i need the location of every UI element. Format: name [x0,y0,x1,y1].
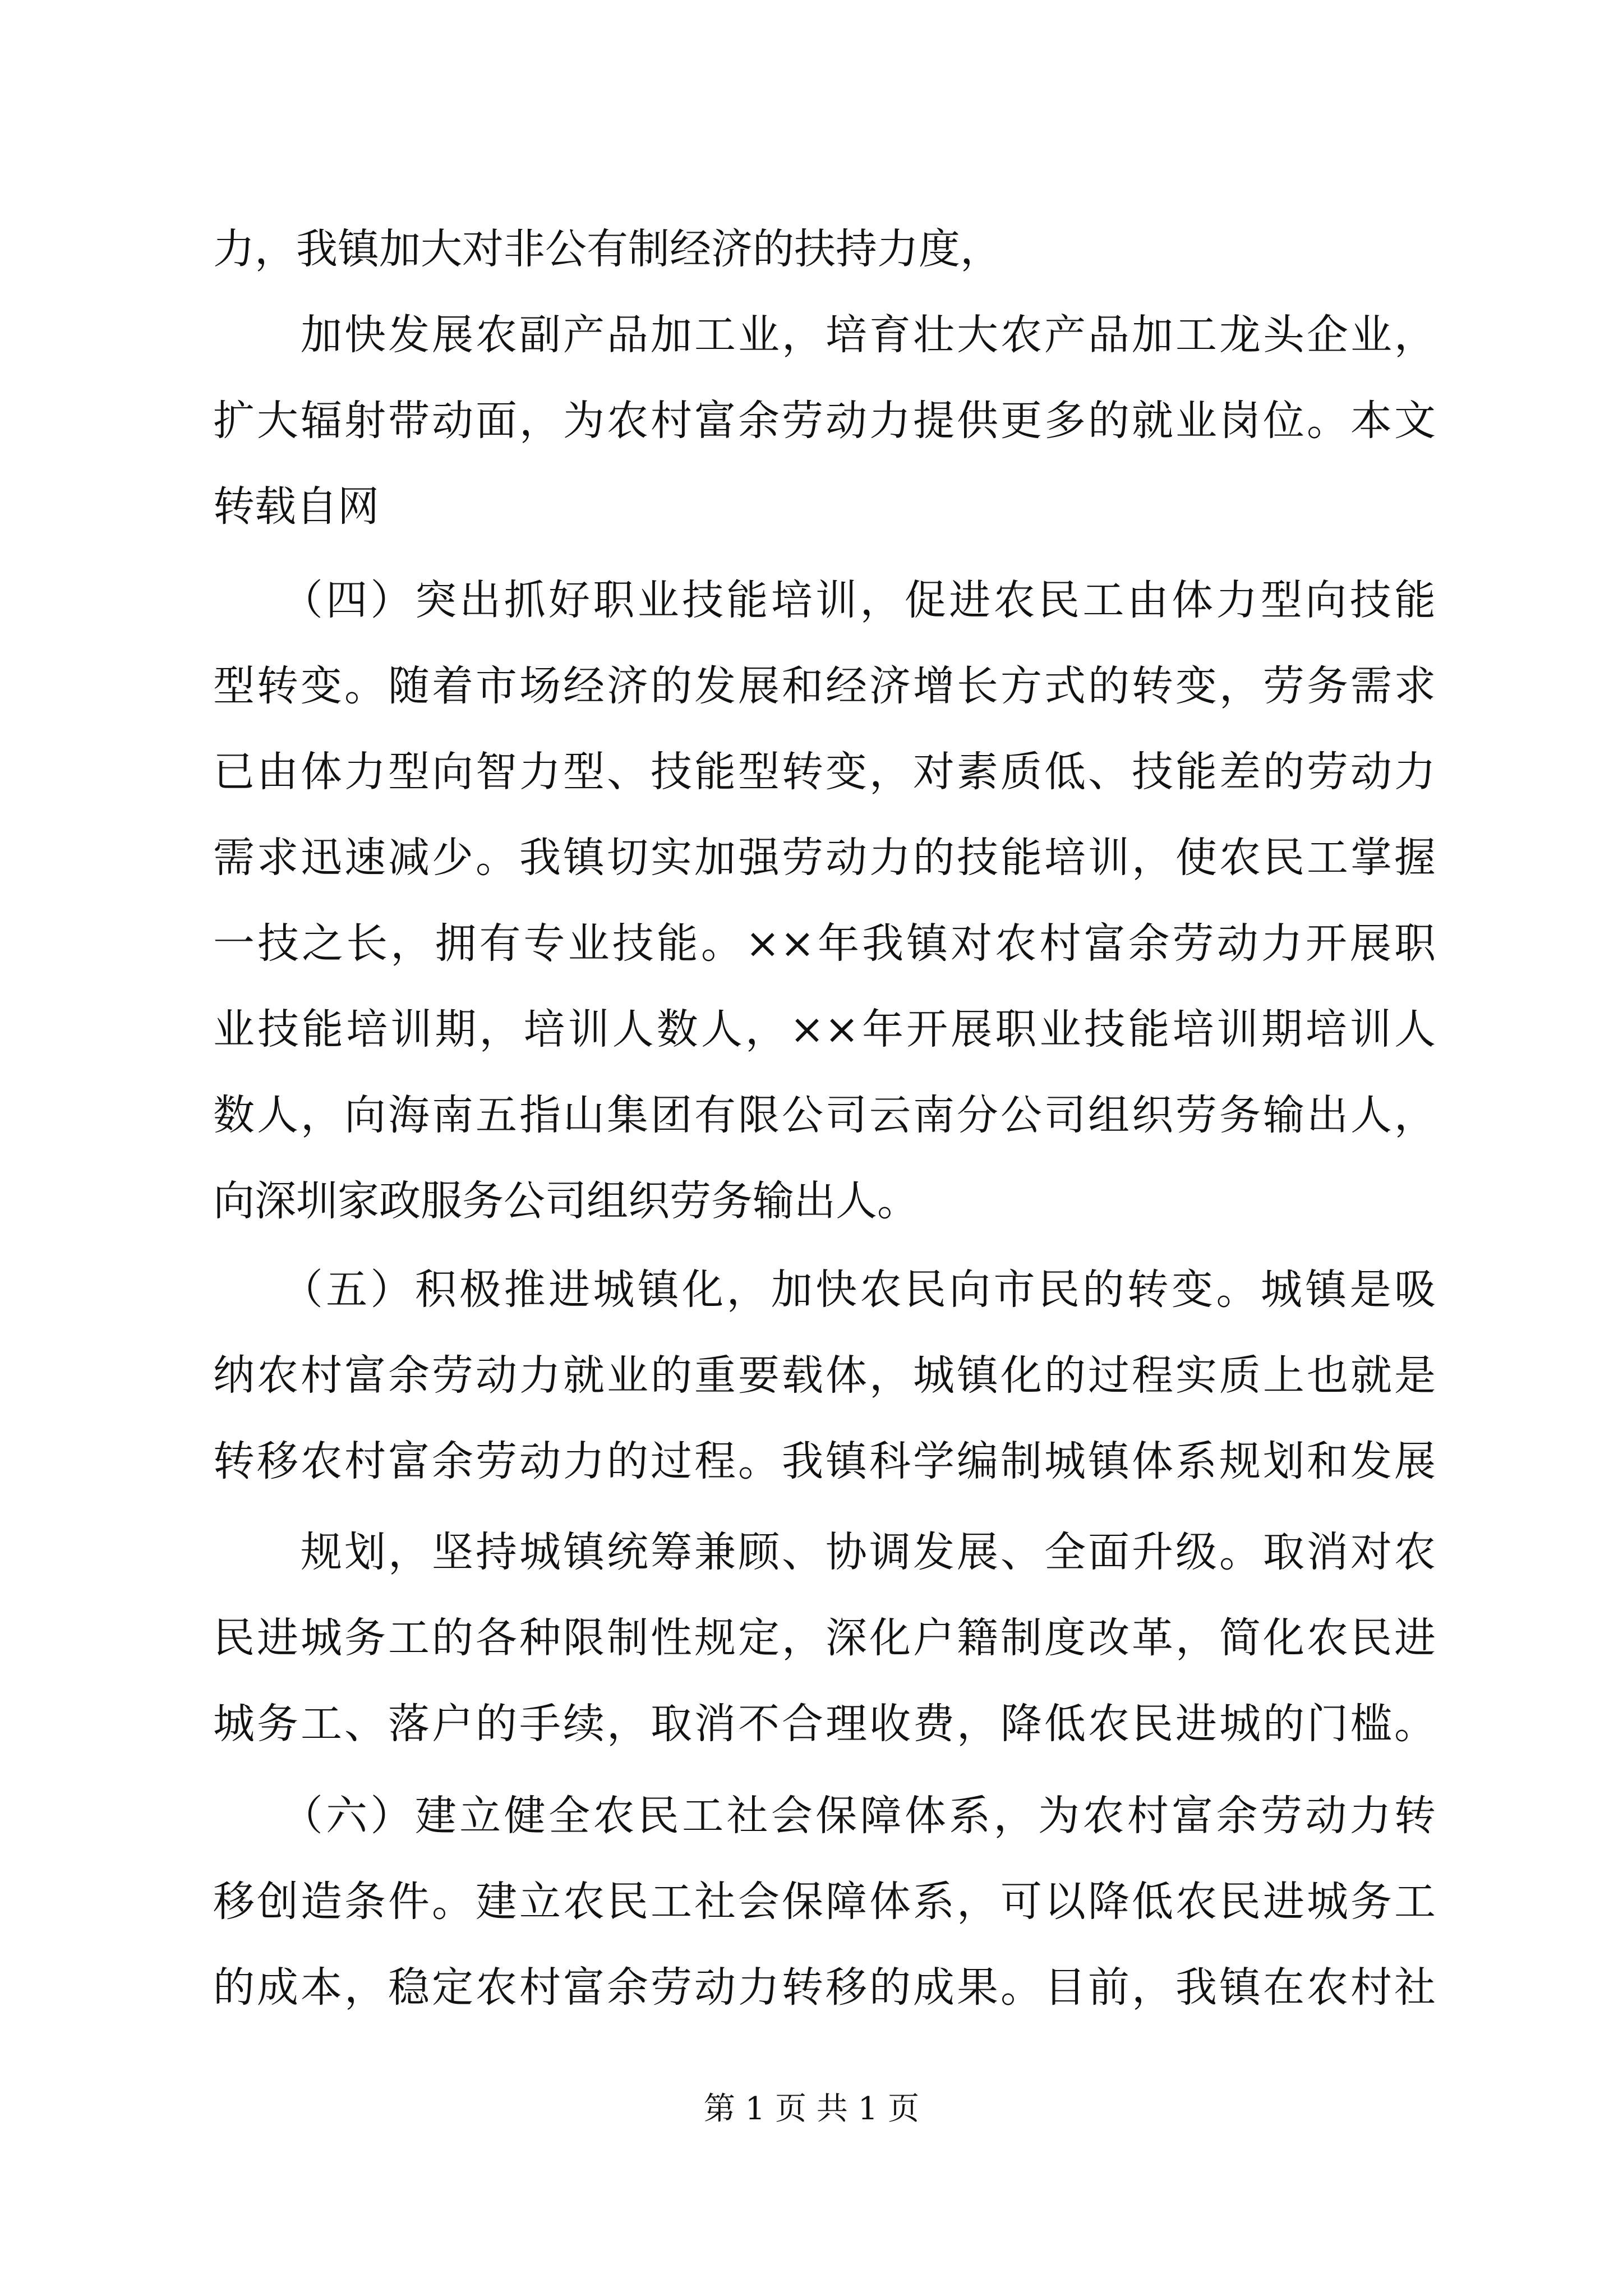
text-line: （六）建立健全农民工社会保障体系，为农村富余劳动力转 [213,1792,1436,1840]
text-line: 一技之长，拥有专业技能。××年我镇对农村富余劳动力开展职 [213,919,1436,968]
text-line: 数人，向海南五指山集团有限公司云南分公司组织劳务输出人， [213,1091,1436,1139]
text-line: 已由体力型向智力型、技能型转变，对素质低、技能差的劳动力 [213,748,1436,796]
text-line: 力，我镇加大对非公有制经济的扶持力度， [213,225,1002,273]
text-line: 扩大辐射带动面，为农村富余劳动力提供更多的就业岗位。本文 [213,397,1436,445]
text-line: （五）积极推进城镇化，加快农民向市民的转变。城镇是吸 [213,1266,1436,1314]
text-line: 业技能培训期，培训人数人，××年开展职业技能培训期培训人 [213,1005,1436,1053]
text-line: 移创造条件。建立农民工社会保障体系，可以降低农民进城务工 [213,1878,1436,1926]
text-line: （四）突出抓好职业技能培训，促进农民工由体力型向技能 [213,576,1436,624]
text-line: 纳农村富余劳动力就业的重要载体，城镇化的过程实质上也就是 [213,1351,1436,1400]
text-line: 规划，坚持城镇统筹兼顾、协调发展、全面升级。取消对农 [213,1528,1436,1576]
text-line: 城务工、落户的手续，取消不合理收费，降低农民进城的门槛。 [213,1700,1436,1748]
text-line: 的成本，稳定农村富余劳动力转移的成果。目前，我镇在农村社 [213,1963,1436,2012]
text-line: 需求迅速减少。我镇切实加强劳动力的技能培训，使农民工掌握 [213,834,1436,882]
text-line: 加快发展农副产品加工业，培育壮大农产品加工龙头企业， [213,311,1436,359]
text-line: 转载自网 [213,482,379,531]
text-line: 向深圳家政服务公司组织劳务输出人。 [213,1177,919,1225]
text-line: 转移农村富余劳动力的过程。我镇科学编制城镇体系规划和发展 [213,1437,1436,1485]
text-line: 民进城务工的各种限制性规定，深化户籍制度改革，简化农民进 [213,1614,1436,1662]
page-number-footer: 第 1 页 共 1 页 [703,2091,920,2127]
text-line: 型转变。随着市场经济的发展和经济增长方式的转变，劳务需求 [213,662,1436,710]
